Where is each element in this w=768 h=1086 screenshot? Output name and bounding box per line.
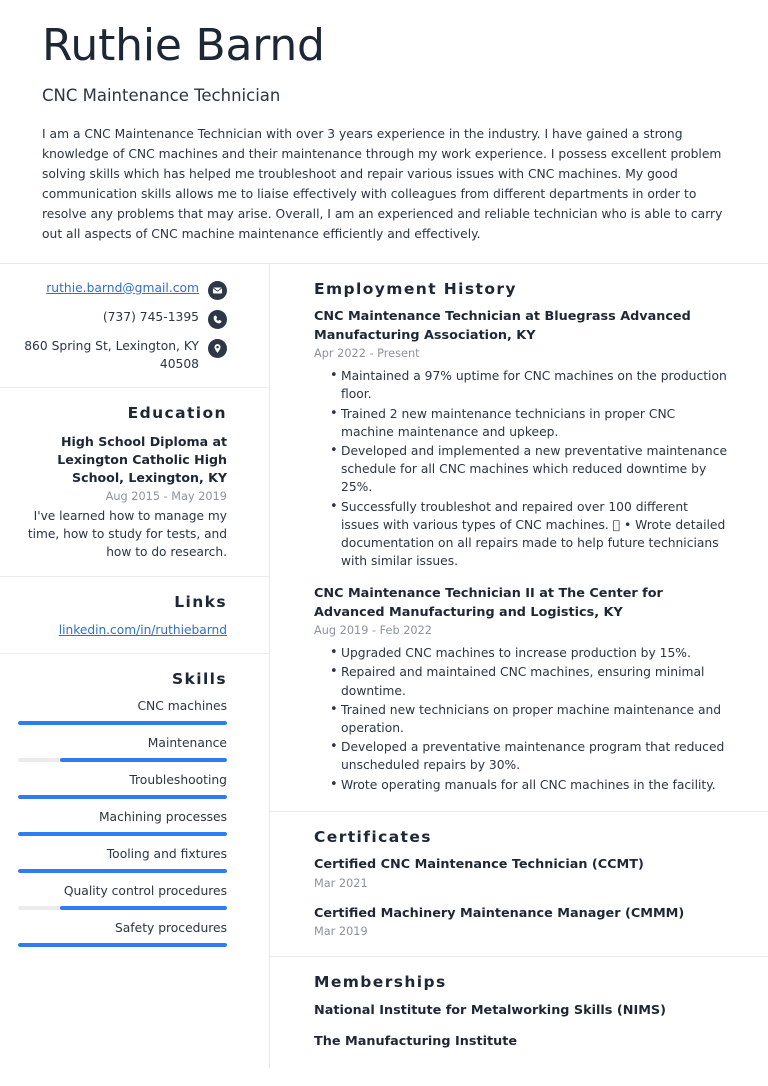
skill-item (18, 736, 227, 762)
education-item (18, 433, 227, 562)
employment-bullet: • Trained 2 new maintenance technicians in proper CNC machine maintenance and upkeep. (332, 405, 728, 441)
membership-entry (314, 1033, 728, 1052)
skills-heading: Skills (171, 670, 227, 689)
certificates-section (270, 812, 768, 957)
skill-label: CNC machines (137, 698, 227, 713)
contact-item-address (18, 338, 227, 374)
certificate-title: Certified CNC Maintenance Technician (CCMT) (314, 857, 644, 873)
skill-level-bar (18, 795, 227, 799)
skill-item (18, 884, 227, 910)
memberships-heading: Memberships (314, 973, 447, 992)
skill-label: Troubleshooting (129, 772, 227, 787)
membership-title: The Manufacturing Institute (314, 1034, 518, 1050)
education-date: Aug 2015 - May 2019 (105, 489, 227, 503)
skill-item (18, 921, 227, 947)
skill-level-bar (18, 906, 227, 910)
education-section (0, 388, 269, 576)
skill-item (18, 847, 227, 873)
employment-title: CNC Maintenance Technician II at The Center for Advanced Manufacturing and Logistics, KY (314, 586, 663, 620)
phone-icon (208, 310, 227, 329)
job-title: CNC Maintenance Technician (42, 85, 281, 105)
skill-label: Safety procedures (114, 920, 227, 935)
employment-list (314, 308, 728, 793)
employment-bullet: • Maintained a 97% uptime for CNC machines on the production floor. (332, 367, 728, 403)
link-item-linkedin[interactable]: linkedin.com/in/ruthiebarnd (58, 623, 227, 638)
skill-level-fill (18, 795, 227, 799)
certificate-entry (314, 856, 728, 891)
contact-section (0, 264, 269, 389)
skill-level-fill (18, 869, 227, 873)
sidebar-column (0, 264, 270, 1068)
skill-level-fill (60, 906, 227, 910)
page-title: Ruthie Barnd (42, 20, 325, 71)
certificates-heading: Certificates (314, 827, 432, 846)
education-degree: High School Diploma at Lexington Catholic High School, Lexington, KY (57, 434, 227, 485)
skill-level-fill (18, 943, 227, 947)
contact-item-email[interactable] (18, 280, 227, 300)
memberships-list (314, 1002, 728, 1052)
employment-bullet: • Successfully troubleshot and repaired over 100 different issues with various types of CNC machines.   • Wrote detailed documentation on all repairs made to help future technicians with similar issues. (332, 498, 728, 571)
skill-label: Machining processes (98, 809, 227, 824)
map-pin-icon (208, 339, 227, 358)
membership-entry (314, 1002, 728, 1021)
certificates-list (314, 856, 728, 940)
skill-level-bar (18, 943, 227, 947)
skill-level-bar (18, 758, 227, 762)
employment-bullet: • Wrote operating manuals for all CNC machines in the facility. (332, 776, 728, 794)
skill-label: Tooling and fixtures (106, 846, 227, 861)
skill-level-fill (60, 758, 227, 762)
employment-date: Aug 2019 - Feb 2022 (314, 624, 432, 638)
resume-body (0, 264, 768, 1068)
skill-item (18, 699, 227, 725)
skills-section (0, 654, 269, 962)
resume-header (0, 0, 768, 245)
employment-date: Apr 2022 - Present (314, 347, 420, 361)
employment-bullet: • Upgraded CNC machines to increase production by 15%. (332, 644, 728, 662)
phone-value: (737) 745-1395 (102, 309, 199, 324)
address-value: 860 Spring St, Lexington, KY 40508 (24, 338, 199, 371)
skill-label: Quality control procedures (63, 883, 227, 898)
skill-level-fill (18, 832, 227, 836)
certificate-entry (314, 905, 728, 940)
employment-bullet: • Trained new technicians on proper machine maintenance and operation. (332, 701, 728, 737)
envelope-icon (208, 281, 227, 300)
employment-bullet-list (314, 367, 728, 570)
membership-title: National Institute for Metalworking Skills (NIMS) (314, 1002, 667, 1018)
links-section (0, 577, 269, 655)
certificate-title: Certified Machinery Maintenance Manager (CMMM) (314, 905, 685, 921)
main-column (270, 264, 768, 1068)
contact-item-phone[interactable] (18, 309, 227, 329)
employment-bullet: • Repaired and maintained CNC machines, ensuring minimal downtime. (332, 663, 728, 699)
employment-bullet: • Developed a preventative maintenance program that reduced unscheduled repairs by 30%. (332, 738, 728, 774)
skill-item (18, 810, 227, 836)
employment-entry (314, 585, 728, 793)
professional-summary: I am a CNC Maintenance Technician with over 3 years experience in the industry. I have gained a strong knowledge of CNC machines and their maintenance through my work experience. I possess excellent problem solving skills which has helped me troubleshoot and repair various issues with CNC machines. My good communication skills allows me to liaise effectively with colleagues from different departments in order to resolve any problems that may arise. Overall, I am an experienced and reliable technician who is able to carry out all aspects of CNC machine maintenance efficiently and effectively. (42, 127, 723, 241)
skill-label: Maintenance (147, 735, 227, 750)
skills-list (18, 699, 227, 947)
employment-bullet-list (314, 644, 728, 794)
certificate-date: Mar 2019 (314, 925, 368, 939)
education-heading: Education (127, 404, 227, 423)
skill-level-bar (18, 869, 227, 873)
employment-heading: Employment History (314, 279, 517, 298)
certificate-date: Mar 2021 (314, 876, 368, 890)
skill-level-fill (18, 721, 227, 725)
employment-bullet: • Developed and implemented a new preventative maintenance schedule for all CNC machines which reduced downtime by 25%. (332, 442, 728, 497)
employment-section (270, 264, 768, 812)
skill-level-bar (18, 832, 227, 836)
memberships-section (270, 957, 768, 1068)
skill-item (18, 773, 227, 799)
employment-title: CNC Maintenance Technician at Bluegrass Advanced Manufacturing Association, KY (314, 309, 691, 343)
links-heading: Links (174, 592, 227, 611)
employment-entry (314, 308, 728, 570)
education-description: I've learned how to manage my time, how to study for tests, and how to do research. (27, 509, 227, 559)
skill-level-bar (18, 721, 227, 725)
email-value[interactable]: ruthie.barnd@gmail.com (46, 280, 199, 295)
